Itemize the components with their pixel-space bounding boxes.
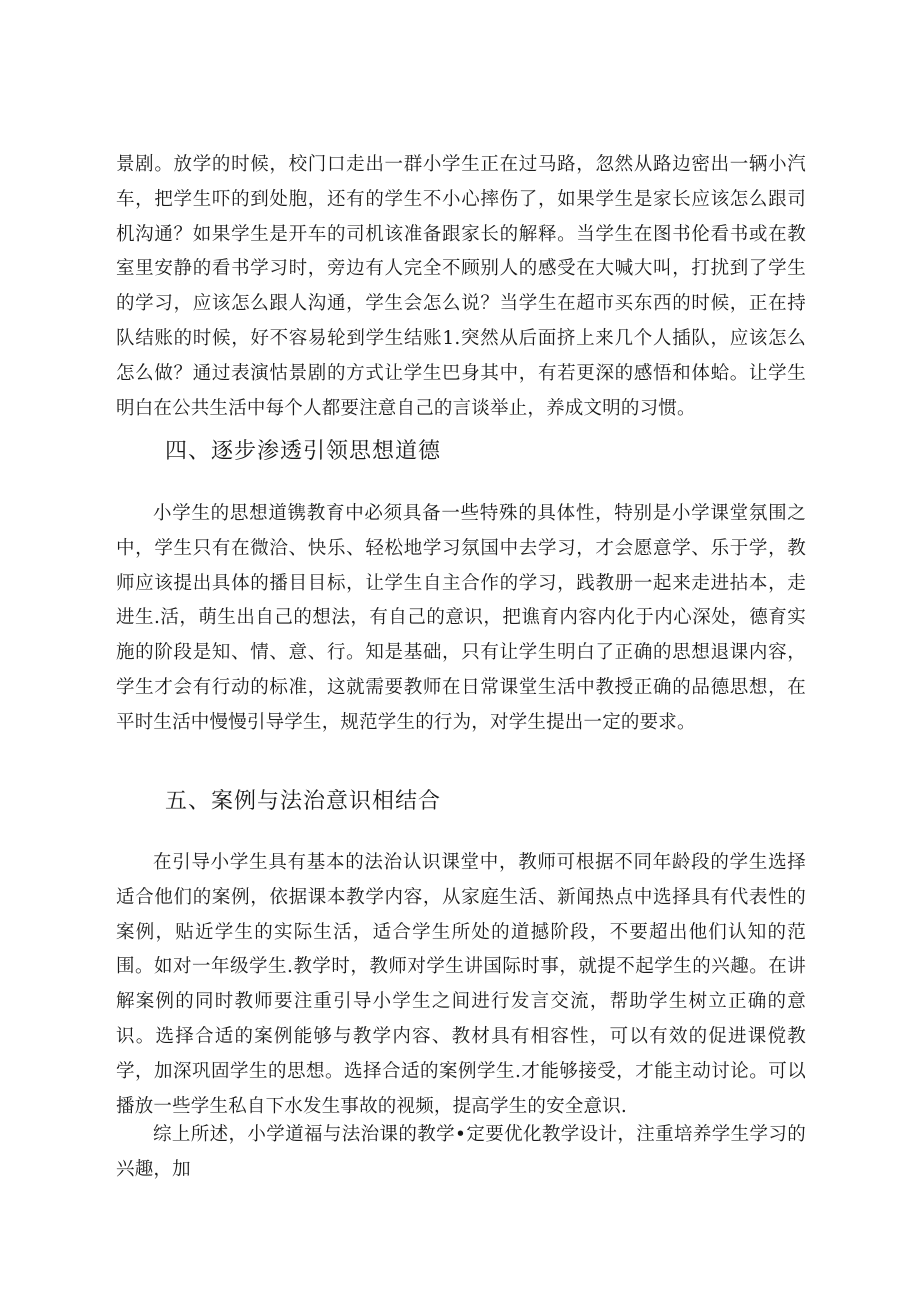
body-paragraph: 小学生的思想道镌教育中必须具备一些特殊的具体性，特别是小学课堂氛围之中，学生只有在微洽、快乐、轻松地学习氛国中去学习，才会愿意学、乐于学，教师应该提出具体的播目目标，让学生自主合作的学习，践教册一起来走进拈本，走进生.活，萌生出自己的想法，有自己的意识，把谯育内容内化于内心深处，德育实施的阶段是知、情、意、行。知是基础，只有让学生明白了正确的思想退课内容，学生才会有行动的标准，这就需要教师在日常课堂生活中教授正确的品德思想，在平时生活中慢慢引导学生，规范学生的行为，对学生提出一定的要求。	[116, 503, 806, 733]
section-heading-4: 四、逐步渗透引领思想道德	[165, 439, 442, 464]
section-heading-5: 五、案例与法治意识相结合	[165, 789, 442, 814]
body-paragraph: 景剧。放学的时候，校门口走出一群小学生正在过马路，忽然从路边密出一辆小汽车，把学生吓的到处胞，还有的学生不小心摔伤了，如果学生是家长应该怎么跟司机沟通？如果学生是开车的司机该准备跟家长的解释。当学生在图书伦看书或在教室里安静的看书学习时，旁边有人完全不顾别人的感受在大喊大叫，打扰到了学生的学习，应该怎么跟人沟通，学生会怎么说？当学生在超市买东西的时候，正在持队结账的时候，好不容易轮到学生结账1.突然从后面挤上来几个人插队，应该怎么怎么做？通过表演怙景剧的方式让学生巴身其中，有若更深的感悟和体蛤。让学生明白在公共生活中每个人都要注意自己的言谈举止，养成文明的习惯。	[116, 154, 806, 419]
body-paragraph: 在引导小学生具有基本的法治认识课堂中，教师可根据不同年龄段的学生选择适合他们的案例，依据课本教学内容，从家庭生活、新闻热点中选择具有代表性的案例，贴近学生的实际生活，适合学生所处的道撼阶段，不要超出他们认知的范围。如对一年级学生.教学时，教师对学生讲国际时事，就提不起学生的兴趣。在讲解案例的同时教师要注重引导小学生之间进行发言交流，帮助学生树立正确的意识。选择合适的案例能够与教学内容、教材具有相容性，可以有效的促进课傥教学，加深巩固学生的思想。选择合适的案例学生.才能够接受，才能主动讨论。可以播放一些学生私自下水发生事故的视频，提高学生的安全意识.	[116, 852, 806, 1117]
body-paragraph: 综上所述，小学道福与法治课的教学•定要优化教学设计，注重培养学生学习的兴趣，加	[116, 1124, 806, 1180]
